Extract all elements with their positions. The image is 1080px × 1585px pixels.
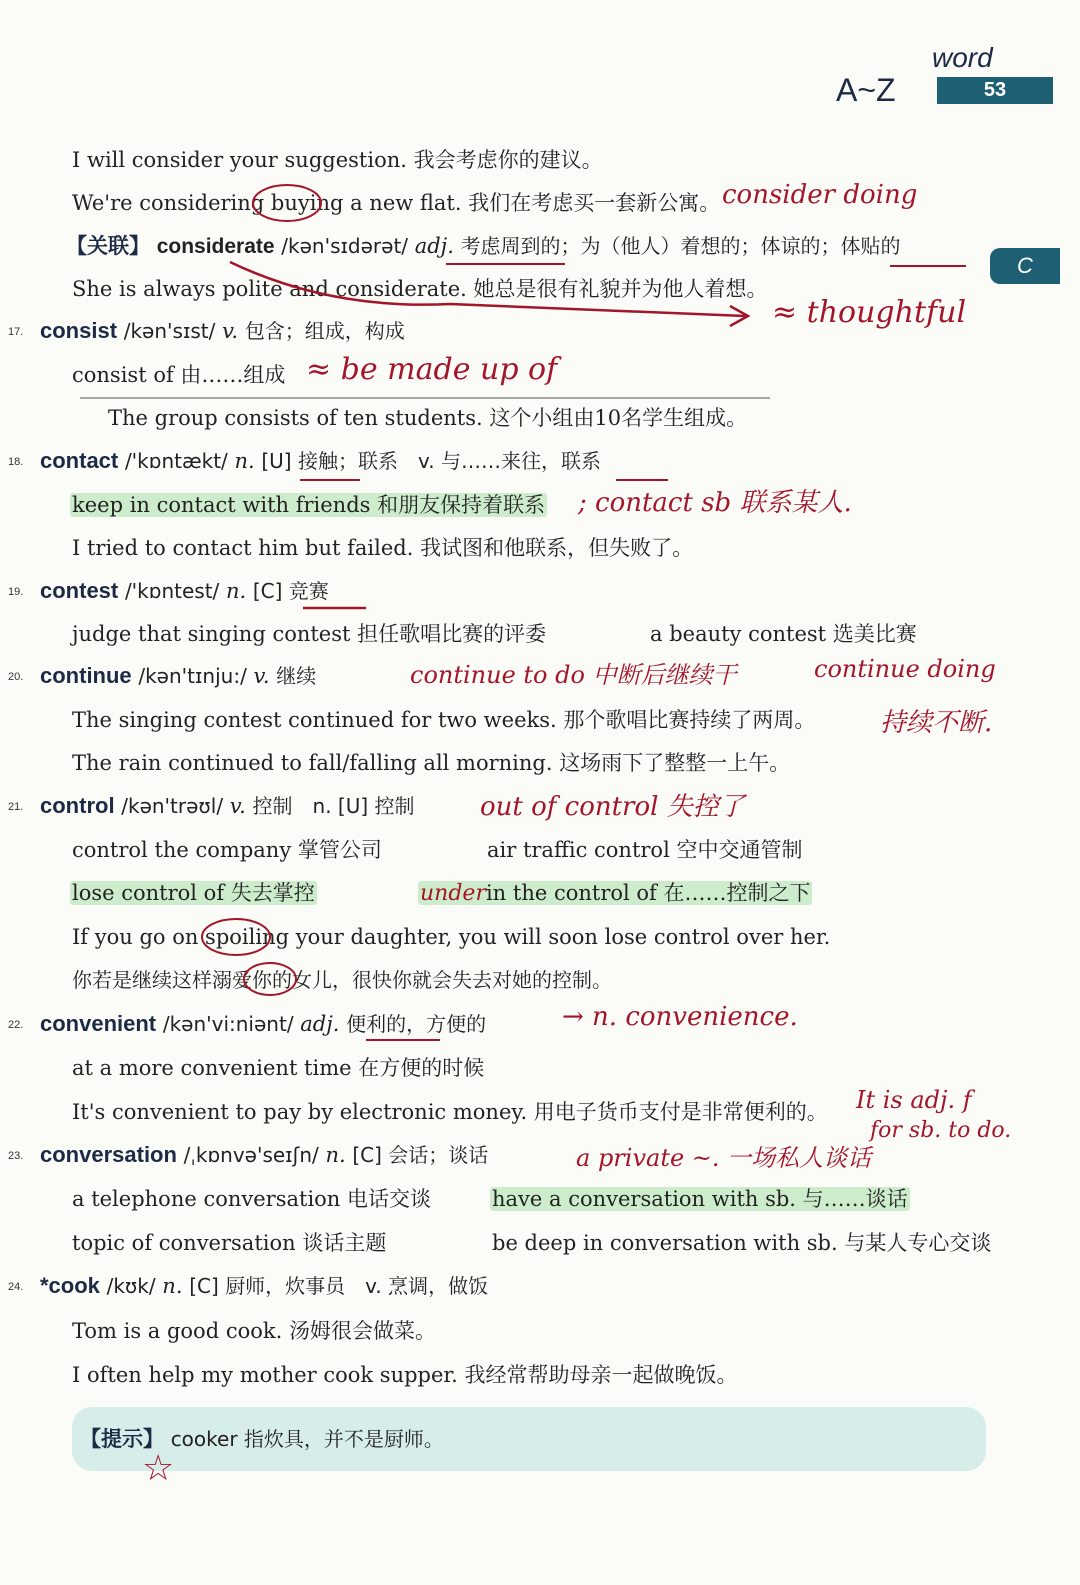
entry-number: 19. [8, 586, 24, 598]
part-of-speech: adj. [414, 234, 454, 258]
arrow-line [230, 262, 745, 316]
phonetic: /kən'vi:niənt/ [162, 1012, 294, 1036]
example-line: consist of 由……组成 [72, 363, 286, 387]
example-line: The rain continued to fall/falling all morning. 这场雨下了整整一上午。 [72, 751, 791, 775]
definition: 控制 n. [U] 控制 [252, 794, 415, 818]
example-line: It's convenient to pay by electronic money. 用电子货币支付是非常便利的。 [72, 1100, 828, 1124]
part-of-speech: n. [162, 1274, 183, 1298]
entry-number: 17. [8, 326, 24, 338]
headword: contact [40, 448, 119, 473]
example-line: If you go on spoiling your daughter, you will soon lose control over her. [72, 925, 831, 949]
highlighted-phrase: underin the control of 在……控制之下 [420, 881, 811, 906]
example-line: be deep in conversation with sb. 与某人专心交谈 [492, 1231, 992, 1255]
headword: consist [40, 318, 118, 343]
definition: [C] 会话；谈话 [352, 1143, 489, 1167]
example-line: I will consider your suggestion. 我会考虑你的建议。 [72, 148, 603, 172]
handwritten-note: out of control 失控了 [480, 792, 745, 822]
page-number: 53 [937, 77, 1053, 104]
phonetic: /'kɒntest/ [124, 579, 220, 603]
headword: contest [40, 578, 119, 603]
phonetic: /kʊk/ [106, 1274, 156, 1298]
headword: conversation [40, 1142, 177, 1167]
example-line: I often help my mother cook supper. 我经常帮助母亲一起做晚饭。 [72, 1363, 738, 1387]
handwritten-note: continue doing [814, 655, 996, 683]
header-range: A~Z [836, 72, 896, 108]
part-of-speech: n. [234, 449, 255, 473]
phonetic: /kən'sɪst/ [123, 319, 216, 343]
entry-number: 22. [8, 1019, 24, 1031]
entry-number: 23. [8, 1150, 24, 1162]
example-line: topic of conversation 谈话主题 [72, 1231, 387, 1255]
part-of-speech: n. [225, 579, 247, 603]
entry-number: 24. [8, 1281, 24, 1293]
handwritten-note: → n. convenience. [562, 1002, 798, 1032]
phonetic: /ˌkɒnvə'seɪʃn/ [183, 1143, 319, 1167]
definition: [C] 厨师，炊事员 v. 烹调，做饭 [189, 1274, 489, 1298]
example-line: She is always polite and considerate. 她总是很有礼貌并为他人着想。 [72, 277, 768, 301]
example-line: We're considering buying a new flat. 我们在考虑买一套新公寓。 [72, 191, 721, 215]
handwritten-note: It is adj. f [856, 1086, 972, 1114]
definition: 便利的，方便的 [346, 1012, 487, 1036]
phonetic: /'kɒntækt/ [124, 449, 228, 473]
circle-mark [244, 963, 296, 995]
handwritten-note: 持续不断. [880, 708, 993, 738]
handwritten-note: ≈ be made up of [306, 352, 558, 387]
handwritten-note: consider doing [722, 180, 918, 210]
example-translation: 你若是继续这样溺爱你的女儿，很快你就会失去对她的控制。 [72, 968, 612, 992]
handwritten-note: ; contact sb 联系某人. [578, 488, 852, 518]
headword: convenient [40, 1011, 157, 1036]
example-line: a beauty contest 选美比赛 [650, 622, 917, 646]
definition: [U] 接触；联系 v. 与……来往，联系 [261, 449, 601, 473]
handwritten-note: under [420, 881, 486, 906]
headword: control [40, 793, 115, 818]
part-of-speech: v. [253, 664, 270, 688]
highlighted-phrase: keep in contact with friends 和朋友保持着联系 [72, 493, 546, 517]
entry-number: 18. [8, 456, 24, 468]
headword: continue [40, 663, 132, 688]
definition: [C] 竞赛 [252, 579, 329, 603]
star-icon: ☆ [142, 1448, 175, 1489]
example-line: The singing contest continued for two weeks. 那个歌唱比赛持续了两周。 [72, 708, 816, 732]
example-line: I tried to contact him but failed. 我试图和他联系，但失败了。 [72, 536, 694, 560]
part-of-speech: v. [222, 319, 239, 343]
entry-number: 20. [8, 671, 24, 683]
headword: *cook [40, 1273, 100, 1298]
circle-mark [253, 185, 321, 221]
example-line: The group consists of ten students. 这个小组由10名学生组成。 [108, 406, 748, 430]
example-line: at a more convenient time 在方便的时候 [72, 1056, 485, 1080]
definition: 考虑周到的；为（他人）着想的；体谅的；体贴的 [460, 234, 901, 258]
highlighted-phrase: have a conversation with sb. 与……谈话 [492, 1187, 908, 1211]
handwritten-note: continue to do 中断后继续干 [410, 661, 737, 689]
entry-number: 21. [8, 801, 24, 813]
tip-tag: 【提示】 [80, 1427, 164, 1451]
handwritten-note: for sb. to do. [870, 1118, 1012, 1143]
part-of-speech: n. [325, 1143, 346, 1167]
related-word: considerate [156, 235, 275, 258]
related-tag: 【关联】 [66, 234, 150, 258]
section-tab: C [990, 248, 1060, 284]
part-of-speech: v. [229, 794, 246, 818]
example-line: Tom is a good cook. 汤姆很会做菜。 [72, 1319, 436, 1343]
phonetic: /kən'tɪnju:/ [138, 664, 247, 688]
example-line: judge that singing contest 担任歌唱比赛的评委 [72, 622, 547, 646]
handwritten-note: ≈ thoughtful [772, 295, 967, 330]
phonetic: /kən'trəʊl/ [121, 794, 224, 818]
example-line: a telephone conversation 电话交谈 [72, 1187, 431, 1211]
tip-text: cooker 指炊具，并不是厨师。 [170, 1427, 444, 1451]
circle-mark [202, 919, 270, 955]
part-of-speech: adj. [300, 1012, 340, 1036]
header-word: word [932, 42, 993, 73]
phonetic: /kən'sɪdərət/ [281, 234, 409, 258]
definition: 包含；组成，构成 [244, 319, 405, 343]
example-line: control the company 掌管公司 [72, 838, 382, 862]
highlighted-phrase: lose control of 失去掌控 [72, 881, 315, 905]
definition: 继续 [276, 664, 317, 688]
handwritten-note: a private ~. 一场私人谈话 [576, 1144, 872, 1172]
example-line: air traffic control 空中交通管制 [487, 838, 803, 862]
